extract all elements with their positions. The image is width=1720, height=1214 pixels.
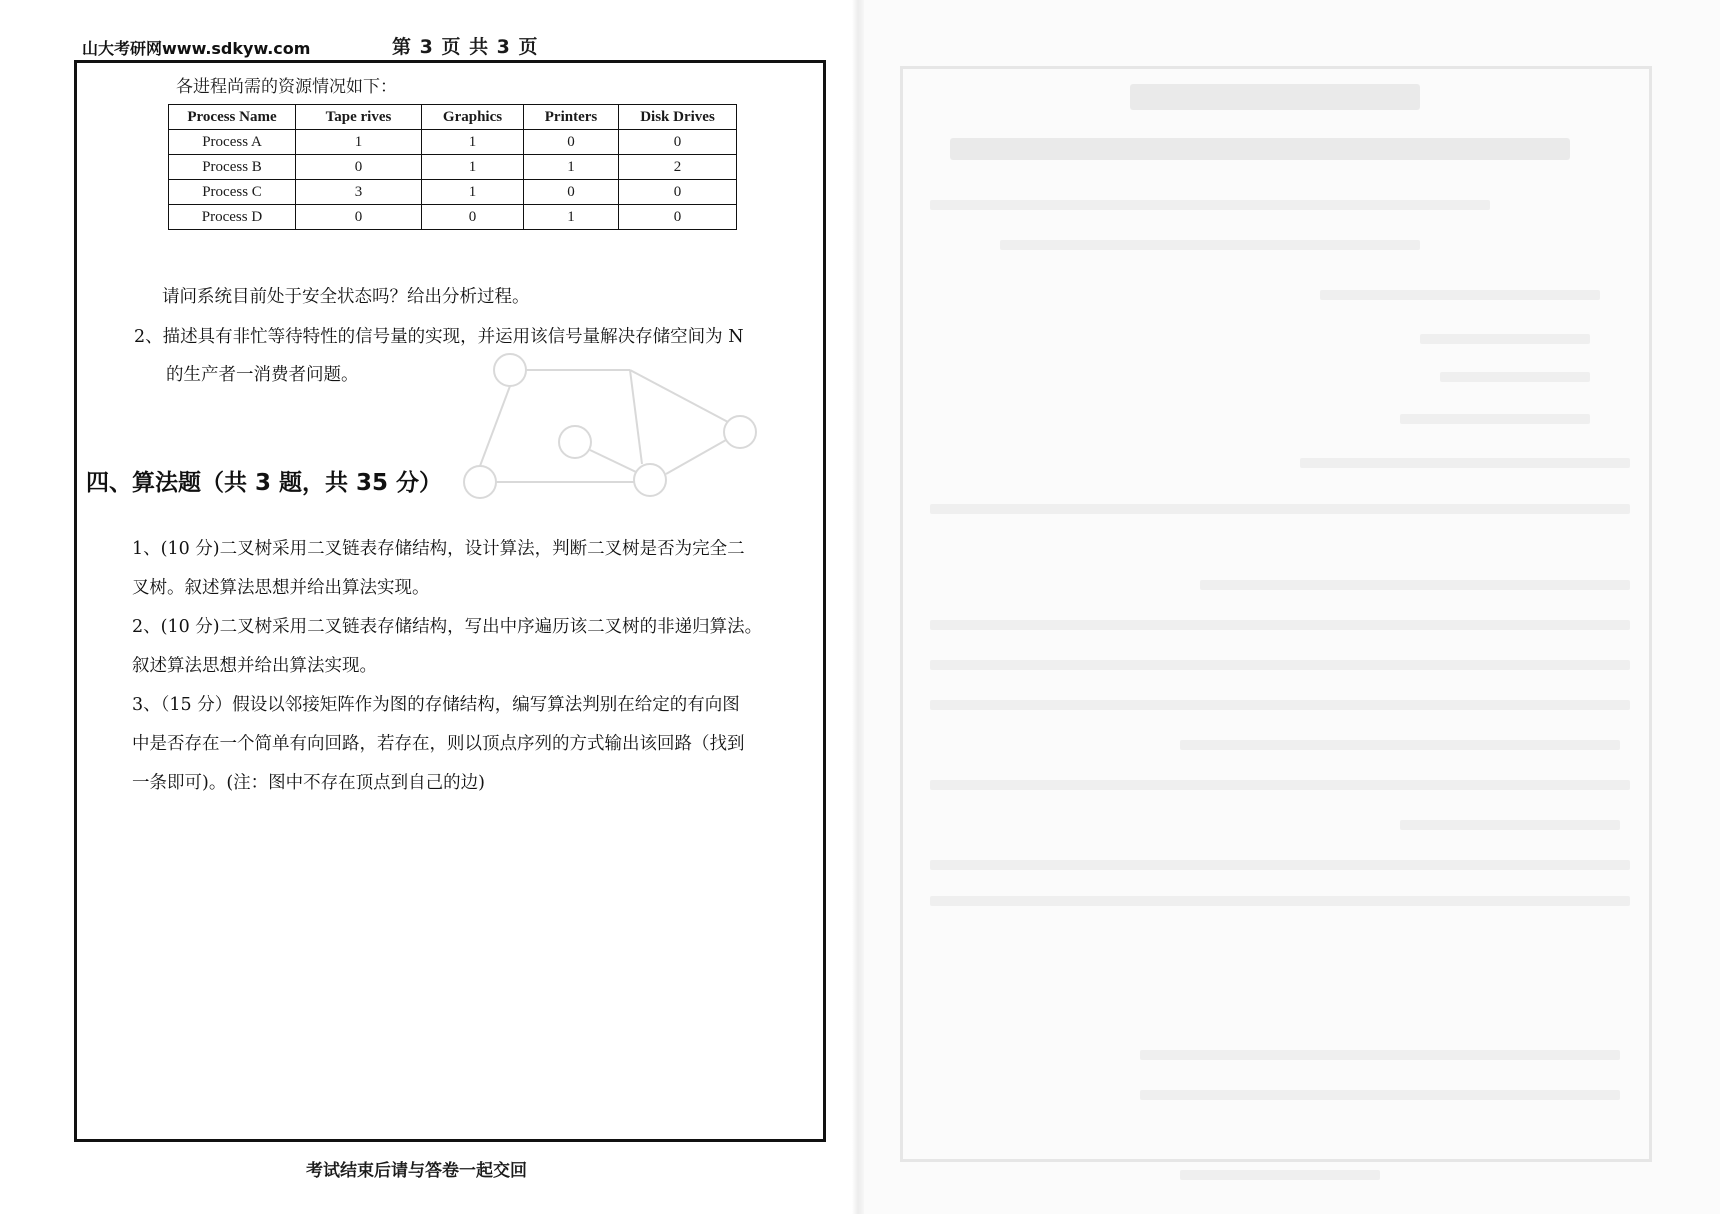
table-cell: 0	[619, 180, 737, 205]
table-cell: 1	[422, 130, 524, 155]
table-row	[169, 130, 737, 155]
table-cell: 0	[422, 205, 524, 230]
bleed-through-line	[1440, 372, 1590, 382]
table-cell: 2	[619, 155, 737, 180]
algo-q3-line-3: 一条即可)。(注：图中不存在顶点到自己的边)	[132, 773, 485, 793]
table-cell: 0	[619, 130, 737, 155]
bleed-through-line	[1320, 290, 1600, 300]
algo-q1-line-1: 1、(10 分)二叉树采用二叉链表存储结构，设计算法，判断二叉树是否为完全二	[132, 539, 745, 559]
bleed-through-line	[1300, 458, 1630, 468]
table-cell: 1	[296, 130, 422, 155]
resource-table	[168, 104, 737, 230]
table-cell: 0	[524, 180, 619, 205]
bleed-through-title	[1130, 84, 1420, 110]
site-header: 山大考研网www.sdkyw.com	[82, 39, 311, 58]
bleed-through-frame	[900, 66, 1652, 1162]
bleed-through-line	[930, 896, 1630, 906]
table-cell: 1	[422, 180, 524, 205]
table-header-cell: Disk Drives	[619, 105, 737, 130]
table-cell: 0	[296, 155, 422, 180]
bleed-through-line	[930, 504, 1630, 514]
table-cell: 1	[524, 155, 619, 180]
bleed-through-line	[930, 620, 1630, 630]
bleed-through-graph	[450, 340, 780, 520]
table-row	[169, 205, 737, 230]
bleed-through-line	[1200, 580, 1630, 590]
question-2-line-1: 2、描述具有非忙等待特性的信号量的实现，并运用该信号量解决存储空间为 N	[134, 327, 744, 347]
section-title: 四、算法题（共 3 题，共 35 分）	[86, 470, 443, 496]
table-cell: 1	[524, 205, 619, 230]
question-2-line-2: 的生产者一消费者问题。	[166, 365, 359, 385]
footer-note: 考试结束后请与答卷一起交回	[306, 1161, 527, 1181]
bleed-through-line	[930, 700, 1630, 710]
algo-q1-line-2: 叉树。叙述算法思想并给出算法实现。	[132, 578, 430, 598]
table-cell: 0	[524, 130, 619, 155]
table-row	[169, 180, 737, 205]
table-cell: 0	[296, 205, 422, 230]
algo-q3-line-1: 3、（15 分）假设以邻接矩阵作为图的存储结构，编写算法判别在给定的有向图	[132, 695, 740, 715]
bleed-through-subtitle	[950, 138, 1570, 160]
table-cell: Process C	[169, 180, 296, 205]
table-cell: 1	[422, 155, 524, 180]
algo-q2-line-2: 叙述算法思想并给出算法实现。	[132, 656, 377, 676]
table-row	[169, 155, 737, 180]
page-fold	[852, 0, 864, 1214]
table-header-cell: Process Name	[169, 105, 296, 130]
bleed-through-line	[1140, 1090, 1620, 1100]
bleed-through-line	[930, 780, 1630, 790]
table-cell: Process B	[169, 155, 296, 180]
table-header-row	[169, 105, 737, 130]
intro-text: 各进程尚需的资源情况如下：	[176, 77, 397, 97]
bleed-through-line	[1140, 1050, 1620, 1060]
table-cell: Process A	[169, 130, 296, 155]
bleed-through-line	[1400, 414, 1590, 424]
question-safe-state: 请问系统目前处于安全状态吗？给出分析过程。	[162, 287, 530, 307]
table-header-cell: Tape rives	[296, 105, 422, 130]
bleed-through-line	[930, 660, 1630, 670]
table-cell: 0	[619, 205, 737, 230]
bleed-through-line	[1420, 334, 1590, 344]
bleed-through-line	[1400, 820, 1620, 830]
table-header-cell: Printers	[524, 105, 619, 130]
bleed-through-line	[930, 200, 1490, 210]
table-cell: Process D	[169, 205, 296, 230]
bleed-through-line	[1180, 740, 1620, 750]
bleed-through-line	[1180, 1170, 1380, 1180]
table-header-cell: Graphics	[422, 105, 524, 130]
bleed-through-line	[930, 860, 1630, 870]
algo-q2-line-1: 2、(10 分)二叉树采用二叉链表存储结构，写出中序遍历该二叉树的非递归算法。	[132, 617, 763, 637]
bleed-through-line	[1000, 240, 1420, 250]
page-number: 第 3 页 共 3 页	[392, 36, 539, 58]
table-cell: 3	[296, 180, 422, 205]
algo-q3-line-2: 中是否存在一个简单有向回路，若存在，则以顶点序列的方式输出该回路（找到	[132, 734, 745, 754]
